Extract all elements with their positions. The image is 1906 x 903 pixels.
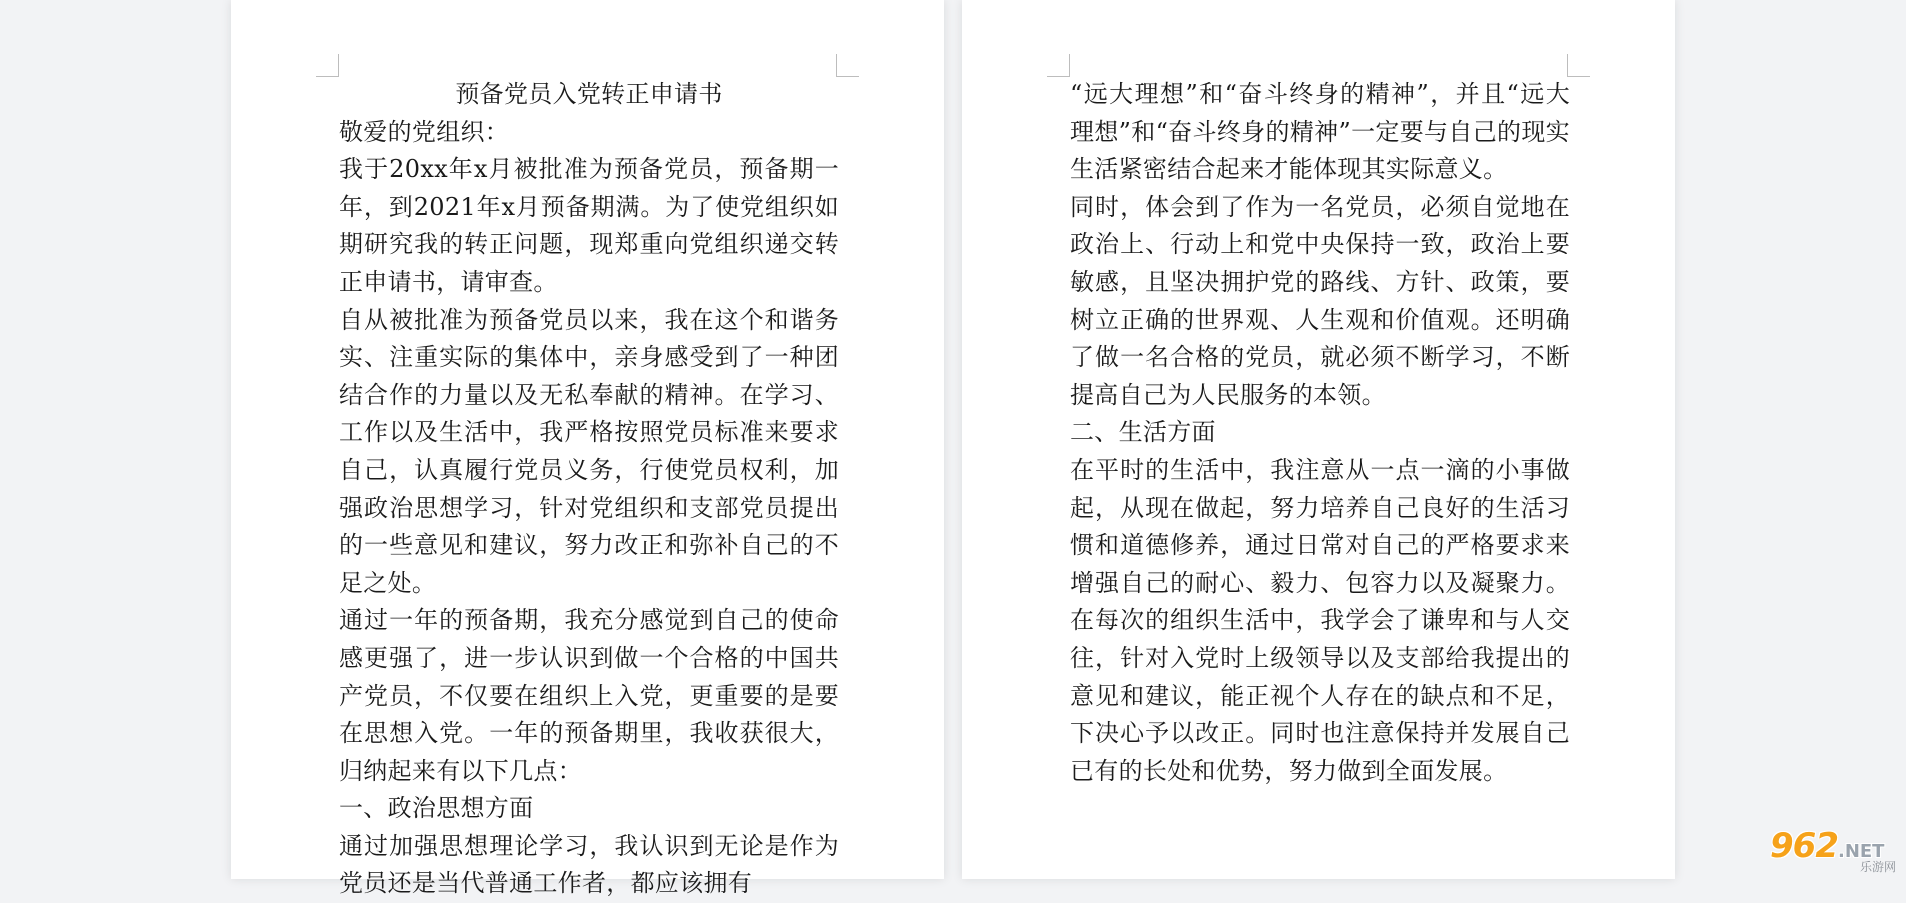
document-page-right — [962, 0, 1675, 879]
document-title: 预备党员入党转正申请书 — [455, 80, 723, 108]
page-text-area — [339, 76, 839, 903]
watermark-subtitle: 乐游网 — [1859, 860, 1896, 874]
margin-corner-mark — [316, 54, 339, 77]
paragraph: 通过加强思想理论学习，我认识到无论是作为党员还是当代普通工作者，都应该拥有 — [339, 831, 839, 898]
section-heading: 一、政治思想方面 — [339, 794, 534, 823]
paragraph: 同时，体会到了作为一名党员，必须自觉地在政治上、行动上和党中央保持一致，政治上要敏感，且坚决拥护党的路线、方针、政策，要树立正确的世界观、人生观和价值观。还明确了做一名合格的党员，就必须不断学习，不断提高自己为人民服务的本领。 — [1070, 192, 1570, 409]
paragraph: 在平时的生活中，我注意从一点一滴的小事做起，从现在做起，努力培养自己良好的生活习惯和道德修养，通过日常对自己的严格要求来增强自己的耐心、毅力、包容力以及凝聚力。在每次的组织生活中，我学会了谦卑和与人交往，针对入党时上级领导以及支部给我提出的意见和建议，能正视个人存在的缺点和不足，下决心予以改正。同时也注意保持并发展自己已有的长处和优势，努力做到全面发展。 — [1070, 455, 1570, 785]
watermark-logo-number: 962 — [1770, 826, 1838, 866]
paragraph: 自从被批准为预备党员以来，我在这个和谐务实、注重实际的集体中，亲身感受到了一种团结合作的力量以及无私奉献的精神。在学习、工作以及生活中，我严格按照党员标准来要求自己，认真履行党员义务，行使党员权利，加强政治思想学习，针对党组织和支部党员提出的一些意见和建议，努力改正和弥补自己的不足之处。 — [339, 305, 839, 597]
site-watermark — [1770, 826, 1900, 875]
paragraph: 我于20xx年x月被批准为预备党员，预备期一年，到2021年x月预备期满。为了使党组织如期研究我的转正问题，现郑重向党组织递交转正申请书，请审查。 — [339, 155, 839, 296]
page-text-area — [1070, 76, 1570, 790]
margin-corner-mark — [1047, 54, 1070, 77]
margin-corner-mark — [1567, 54, 1590, 77]
document-page-left — [231, 0, 944, 898]
paragraph: 通过一年的预备期，我充分感觉到自己的使命感更强了，进一步认识到做一个合格的中国共产党员，不仅要在组织上入党，更重要的是要在思想入党。一年的预备期里，我收获很大，归纳起来有以下几点： — [339, 606, 839, 785]
paragraph: “远大理想”和“奋斗终身的精神”，并且“远大理想”和“奋斗终身的精神”一定要与自己的现实生活紧密结合起来才能体现其实际意义。 — [1070, 80, 1570, 184]
margin-corner-mark — [836, 54, 859, 77]
section-heading: 二、生活方面 — [1070, 418, 1216, 447]
watermark-logo-suffix: .NET — [1837, 841, 1885, 862]
paragraph: 敬爱的党组织： — [339, 117, 510, 146]
